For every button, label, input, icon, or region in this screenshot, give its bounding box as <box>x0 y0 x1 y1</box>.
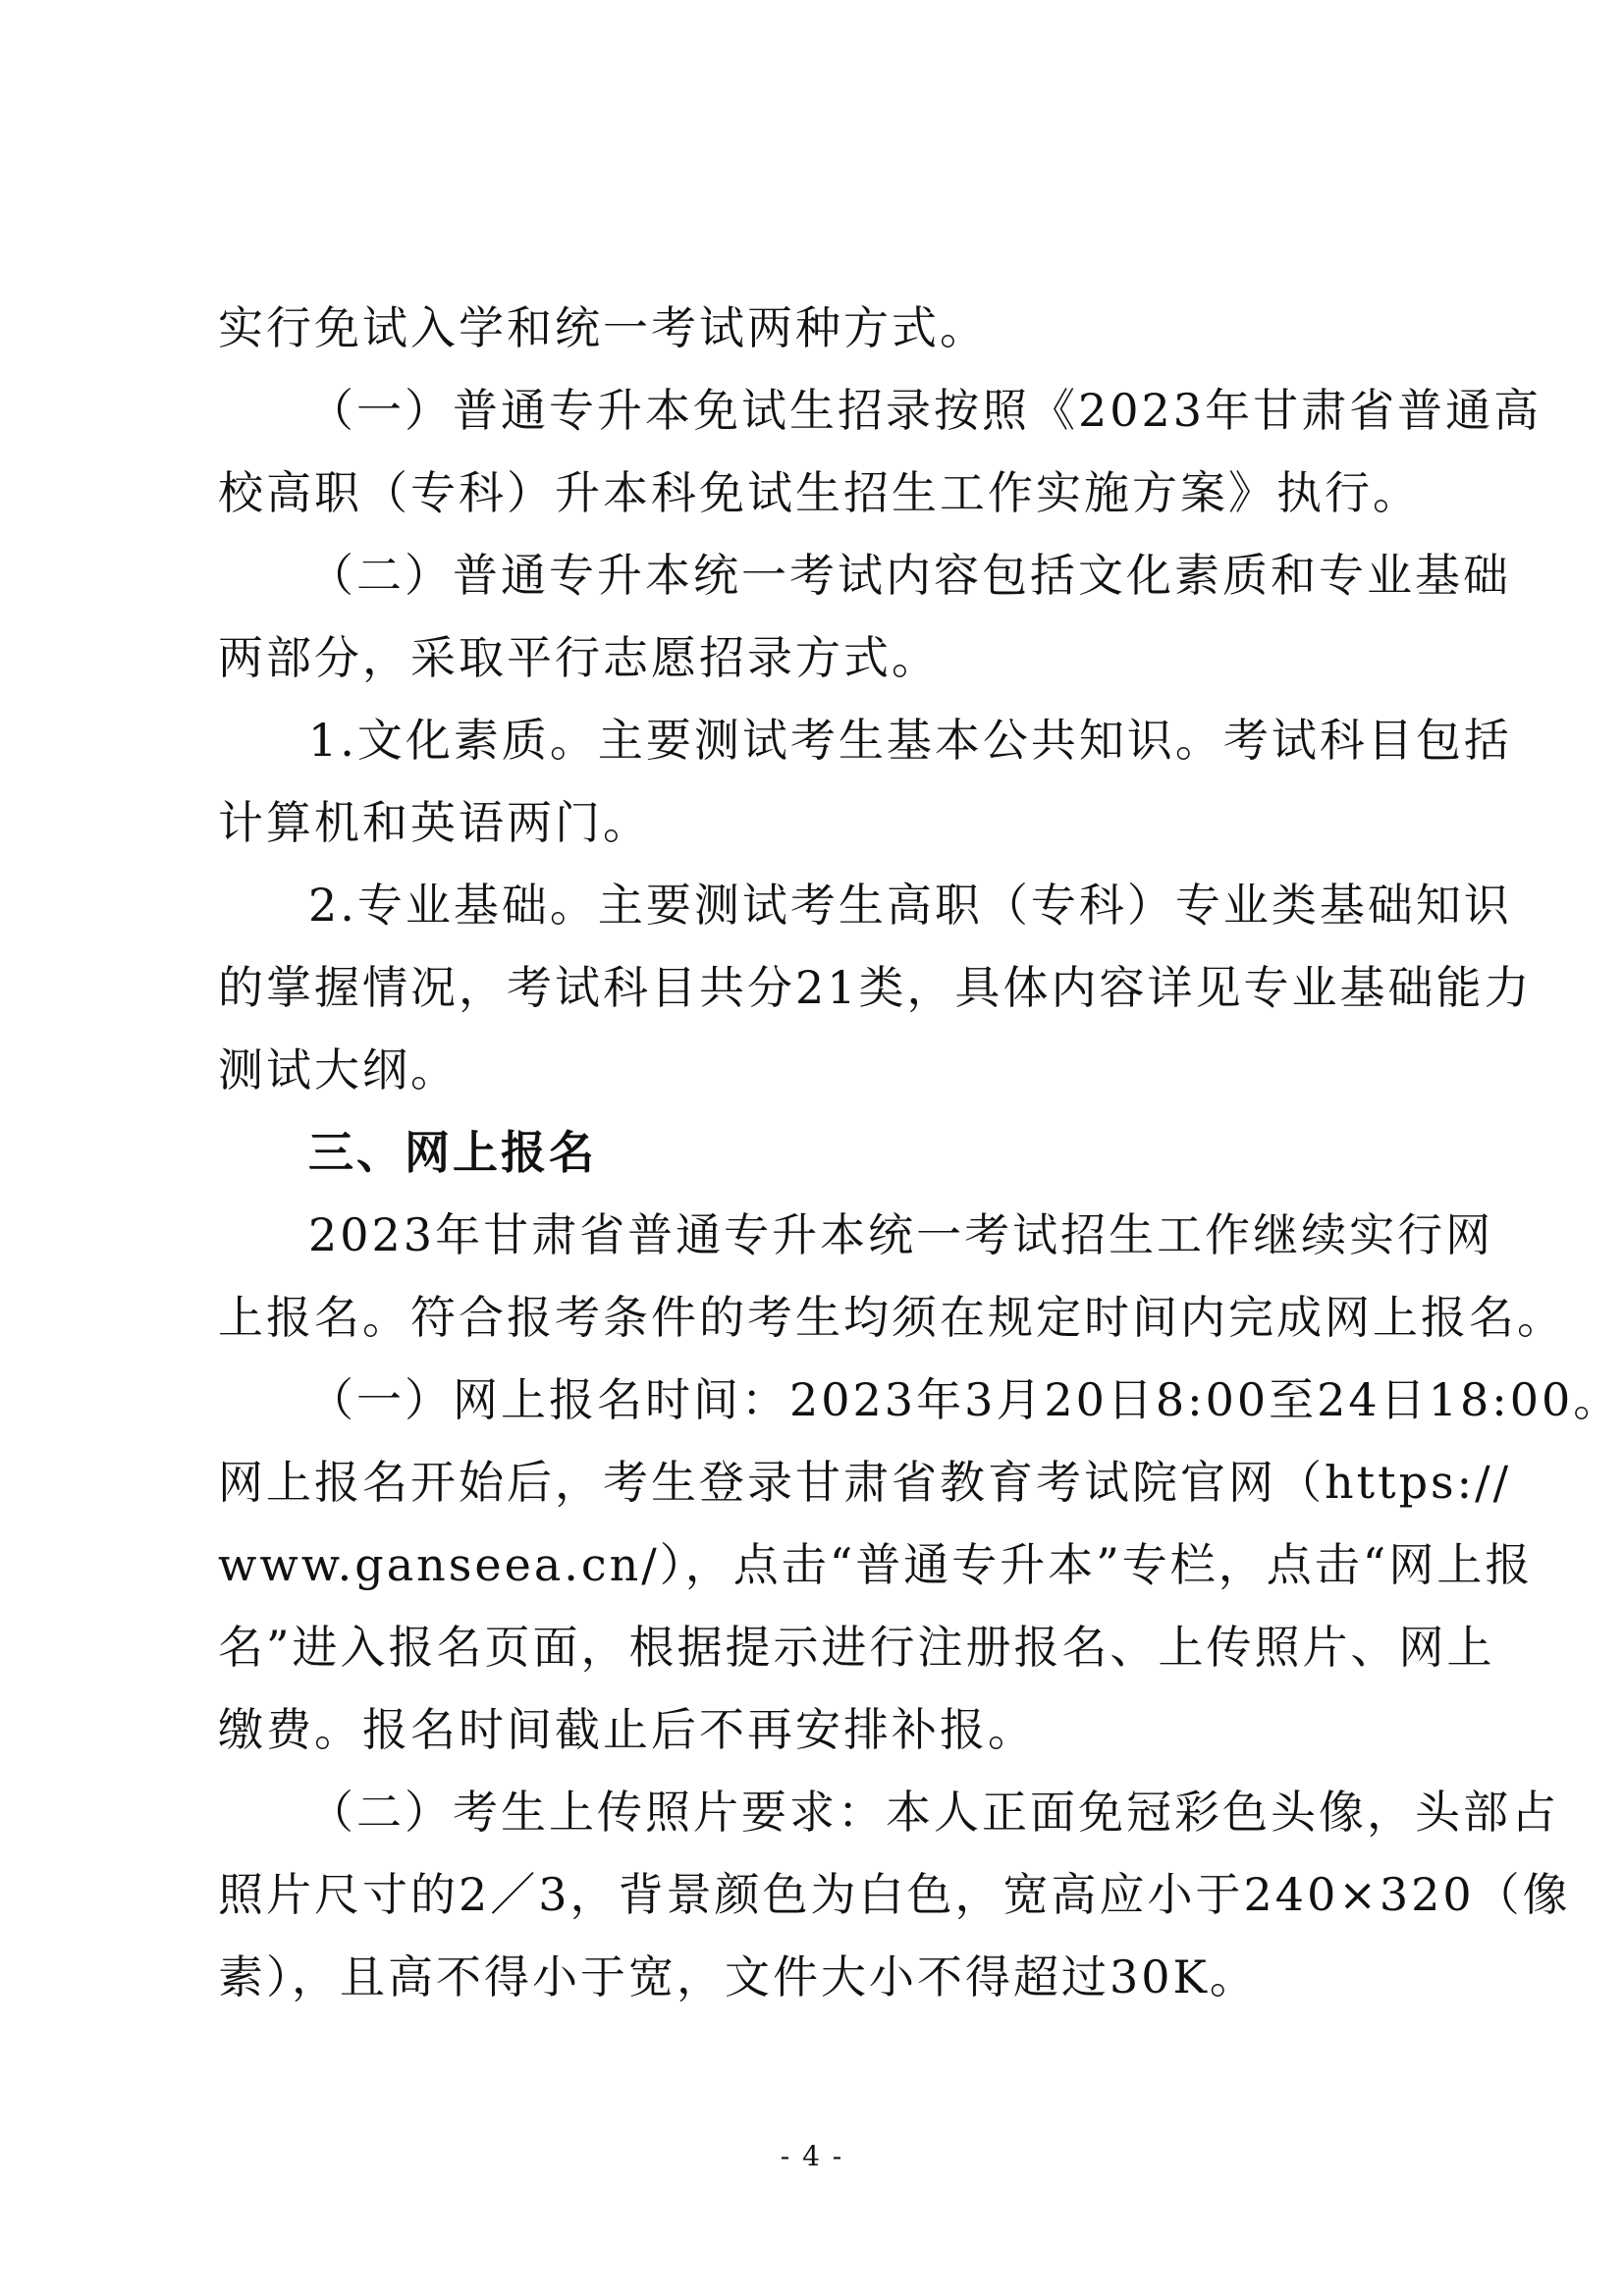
paragraph-line-18: 缴费。报名时间截止后不再安排补报。 <box>218 1703 1036 1756</box>
paragraph-line-5: 两部分，采取平行志愿招录方式。 <box>218 631 940 684</box>
paragraph-line-17: 名”进入报名页面，根据提示进行注册报名、上传照片、网上 <box>218 1621 1495 1674</box>
paragraph-line-4: （二）普通专升本统一考试内容包括文化素质和专业基础 <box>308 549 1511 602</box>
paragraph-line-10: 测试大纲。 <box>218 1043 459 1096</box>
paragraph-line-16: www.ganseea.cn/），点击“普通专升本”专栏，点击“网上报 <box>218 1538 1534 1591</box>
paragraph-line-7: 计算机和英语两门。 <box>218 796 651 849</box>
paragraph-line-9: 的掌握情况，考试科目共分21类，具体内容详见专业基础能力 <box>218 961 1533 1014</box>
paragraph-line-15: 网上报名开始后，考生登录甘肃省教育考试院官网（https:// <box>218 1456 1512 1509</box>
paragraph-line-12: 2023年甘肃省普通专升本统一考试招生工作继续实行网 <box>308 1208 1494 1261</box>
paragraph-line-20: 照片尺寸的2／3，背景颜色为白色，宽高应小于240×320（像 <box>218 1868 1571 1921</box>
paragraph-line-8: 2.专业基础。主要测试考生高职（专科）专业类基础知识 <box>308 879 1512 932</box>
paragraph-line-6: 1.文化素质。主要测试考生基本公共知识。考试科目包括 <box>308 714 1512 767</box>
page-number: - 4 - <box>780 2140 844 2172</box>
paragraph-line-14: （一）网上报名时间：2023年3月20日8:00至24日18:00。 <box>308 1373 1622 1426</box>
paragraph-line-2: （一）普通专升本免试生招录按照《2023年甘肃省普通高 <box>308 384 1543 437</box>
paragraph-line-13: 上报名。符合报考条件的考生均须在规定时间内完成网上报名。 <box>218 1291 1565 1344</box>
paragraph-line-21: 素），且高不得小于宽，文件大小不得超过30K。 <box>218 1950 1258 2003</box>
paragraph-line-1: 实行免试入学和统一考试两种方式。 <box>218 301 988 354</box>
paragraph-line-19: （二）考生上传照片要求：本人正面免冠彩色头像，头部占 <box>308 1786 1559 1839</box>
section-heading: 三、网上报名 <box>308 1126 597 1179</box>
document-body <box>218 287 1622 2018</box>
paragraph-line-3: 校高职（专科）升本科免试生招生工作实施方案》执行。 <box>218 466 1421 519</box>
